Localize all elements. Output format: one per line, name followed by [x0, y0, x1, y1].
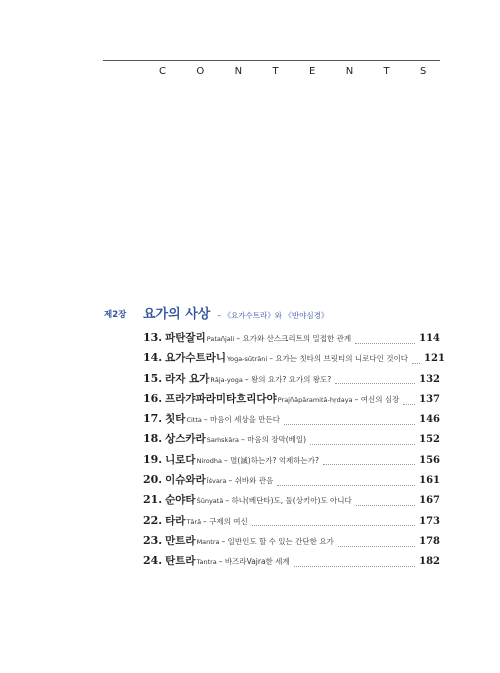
dot-leader [310, 444, 415, 445]
entry-description: – 요가는 칫타의 브릿티의 니로다인 것이다 [269, 354, 409, 364]
entry-description: – 마음이 세상을 만든다 [203, 415, 280, 425]
toc-entry[interactable] [143, 553, 440, 573]
toc-entry[interactable] [143, 371, 440, 391]
entry-title: 라자 요가 [165, 372, 210, 385]
toc-list [143, 330, 445, 574]
entry-title: 상스카라 [165, 433, 206, 446]
dot-leader [284, 424, 415, 425]
entry-number: 17. [143, 412, 163, 426]
entry-title: 칫타 [165, 413, 186, 426]
entry-description: – 하나(베단타)도, 둘(상키아)도 아니다 [225, 496, 352, 506]
dot-leader [294, 566, 415, 567]
entry-title: 니로다 [165, 453, 196, 466]
entry-number: 16. [143, 391, 163, 405]
contents-heading: C O N T E N T S [159, 66, 440, 77]
entry-number: 20. [143, 473, 163, 487]
entry-page-number: 137 [419, 393, 440, 405]
entry-description: – 요가와 산스크리트의 밀접한 관계 [236, 334, 352, 343]
dot-leader [412, 363, 420, 364]
entry-title: 파탄잘리 [165, 332, 206, 344]
entry-page-number: 156 [419, 454, 440, 466]
entry-description: – 구제의 여신 [203, 516, 248, 526]
entry-romanization: Śūnyatā [196, 497, 224, 506]
header-rule [103, 60, 440, 61]
entry-title: 이슈와라 [165, 474, 206, 487]
toc-entry[interactable] [143, 330, 440, 350]
toc-entry[interactable] [143, 411, 440, 431]
entry-title: 프라갸파라미타흐리다야 [165, 392, 277, 405]
entry-page-number: 182 [419, 556, 440, 568]
entry-description: – 쉬바와 관음 [228, 476, 274, 486]
entry-title: 탄트라 [165, 555, 196, 568]
chapter-subtitle: – 《요가수트라》와 《반야심경》 [217, 311, 329, 320]
entry-page-number: 161 [419, 475, 440, 487]
dot-leader [338, 546, 415, 547]
entry-number: 15. [143, 371, 163, 385]
entry-description: – 일반인도 할 수 있는 간단한 요가 [221, 536, 334, 546]
entry-page-number: 132 [419, 373, 440, 385]
entry-romanization: Nirodha [196, 456, 222, 465]
toc-entry[interactable] [143, 431, 440, 451]
dot-leader [277, 485, 415, 486]
toc-entry[interactable] [143, 350, 445, 370]
entry-romanization: Mantra [196, 537, 220, 546]
entry-romanization: Saṁskāra [206, 436, 239, 445]
entry-romanization: Tārā [186, 517, 202, 526]
entry-description: – 멸(滅)하는가? 억제하는가? [223, 455, 320, 465]
toc-entry[interactable] [143, 472, 440, 492]
dot-leader [403, 404, 415, 405]
entry-number: 22. [143, 513, 163, 527]
entry-page-number: 178 [419, 535, 440, 547]
entry-romanization: Rāja-yoga [210, 375, 243, 384]
entry-number: 21. [143, 493, 163, 507]
entry-title: 만트라 [165, 534, 196, 547]
dot-leader [323, 464, 415, 465]
chapter-label: 제2장 [104, 310, 127, 320]
toc-entry[interactable] [143, 492, 440, 512]
toc-entry[interactable] [143, 533, 440, 553]
entry-number: 19. [143, 452, 163, 466]
entry-romanization: Patañjali [206, 335, 235, 343]
entry-title: 요가수트라니 [165, 352, 226, 365]
entry-title: 타라 [165, 514, 186, 527]
entry-romanization: Tantra [196, 558, 217, 567]
entry-number: 14. [143, 351, 163, 365]
entry-description: – 여신의 심장 [354, 394, 400, 404]
entry-page-number: 121 [424, 353, 445, 365]
toc-entry[interactable] [143, 391, 440, 411]
dot-leader [356, 505, 415, 506]
entry-number: 23. [143, 533, 163, 547]
entry-number: 24. [143, 554, 163, 568]
entry-description: – 마음의 장막(베일) [240, 435, 307, 445]
chapter-title [143, 303, 328, 322]
entry-title: 순야타 [165, 494, 196, 507]
dot-leader [335, 383, 415, 384]
entry-description: – 왕의 요가? 요가의 왕도? [244, 374, 332, 384]
entry-romanization: Yoga-sūtrāni [227, 355, 268, 364]
entry-romanization: Prajñāpāramitā-hṛdaya [277, 395, 353, 404]
dot-leader [355, 343, 415, 344]
entry-number: 13. [143, 331, 163, 344]
dot-leader [252, 525, 415, 526]
entry-page-number: 173 [419, 515, 440, 527]
entry-page-number: 152 [419, 434, 440, 446]
entry-number: 18. [143, 432, 163, 446]
entry-page-number: 114 [419, 333, 440, 344]
entry-romanization: Īśvara [206, 477, 227, 486]
entry-page-number: 167 [419, 495, 440, 507]
entry-description: – 바즈라Vajra한 세계 [218, 557, 290, 567]
entry-page-number: 146 [419, 414, 440, 426]
toc-entry[interactable] [143, 513, 440, 533]
entry-romanization: Citta [186, 416, 202, 425]
chapter-title-main: 요가의 사상 [143, 307, 211, 322]
toc-entry[interactable] [143, 452, 440, 472]
